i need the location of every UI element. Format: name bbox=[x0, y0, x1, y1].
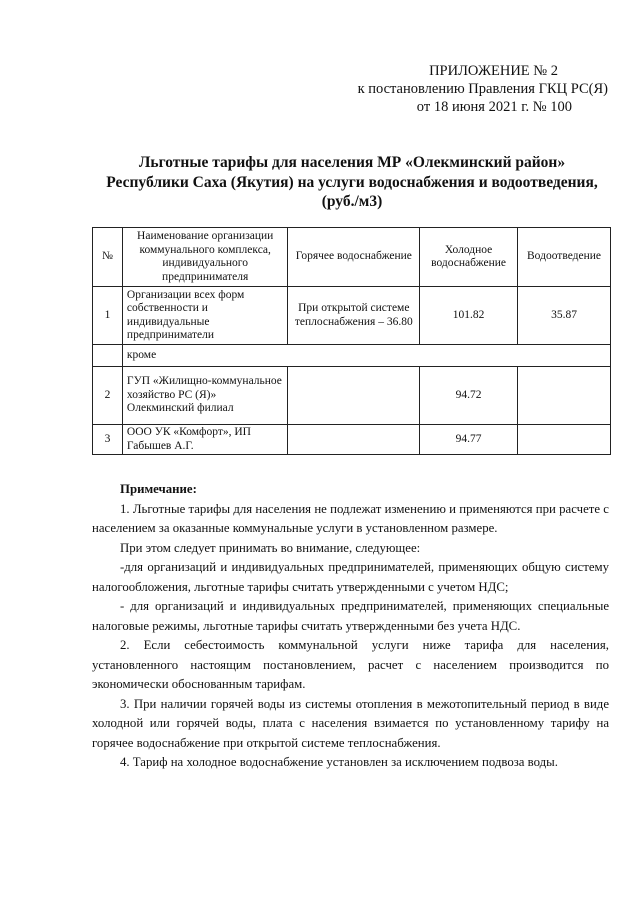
row-org: Организации всех форм собственности и индивидуальные предприниматели bbox=[122, 287, 288, 345]
note-paragraph: При этом следует принимать во внимание, следующее: bbox=[120, 540, 421, 555]
title-line-3: (руб./м3) bbox=[321, 193, 383, 210]
table-row bbox=[93, 345, 611, 367]
row-drainage bbox=[518, 425, 611, 455]
row-cold-water: 94.77 bbox=[420, 425, 518, 455]
note-paragraph: 4. Тариф на холодное водоснабжение установлен за исключением подвоза воды. bbox=[120, 755, 558, 769]
document-title bbox=[92, 153, 612, 212]
row-org: ООО УК «Комфорт», ИП Габышев А.Г. bbox=[122, 425, 288, 455]
row-cold-water: 94.72 bbox=[420, 367, 518, 425]
table-row bbox=[93, 287, 611, 345]
header-drainage: Водоотведение bbox=[518, 228, 611, 287]
row-hot-water bbox=[288, 425, 420, 455]
appendix-number: ПРИЛОЖЕНИЕ № 2 bbox=[429, 63, 558, 79]
row-num: 3 bbox=[93, 425, 123, 455]
row-hot-water bbox=[288, 367, 420, 425]
header-org: Наименование организации коммунального комплекса, индивидуального предпринимателя bbox=[122, 228, 288, 287]
row-num bbox=[93, 345, 123, 367]
row-num: 1 bbox=[93, 287, 123, 345]
notes-heading: Примечание: bbox=[120, 482, 197, 496]
appendix-date: от 18 июня 2021 г. № 100 bbox=[416, 99, 572, 115]
note-paragraph: - для организаций и индивидуальных предпринимателей, применяющих специальные налоговые режимы, льготные тарифы считать утвержденными без учета НДС. bbox=[92, 599, 609, 633]
row-hot-water: При открытой системе теплоснабжения – 36.80 bbox=[288, 287, 420, 345]
row-cold-water: 101.82 bbox=[420, 287, 518, 345]
table-row bbox=[93, 425, 611, 455]
note-paragraph: 1. Льготные тарифы для населения не подлежат изменению и применяются при расчете с населением за оказанные коммунальные услуги в установленном размере. bbox=[92, 501, 609, 535]
note-paragraph: -для организаций и индивидуальных предпринимателей, применяющих общую систему налогообложения, льготные тарифы считать утвержденными с учетом НДС; bbox=[92, 560, 609, 594]
row-drainage: 35.87 bbox=[518, 287, 611, 345]
table-row bbox=[93, 367, 611, 425]
header-cold-water: Холодное водоснабжение bbox=[420, 228, 518, 287]
table-header-row bbox=[93, 228, 611, 287]
row-org: кроме bbox=[122, 345, 610, 367]
tariffs-table bbox=[92, 227, 611, 455]
row-num: 2 bbox=[93, 367, 123, 425]
row-org: ГУП «Жилищно-коммунальное хозяйство РС (Я)» Олекминский филиал bbox=[122, 367, 288, 425]
note-paragraph: 2. Если себестоимость коммунальной услуги ниже тарифа для населения, установленного настоящим постановлением, расчет с населением производится по экономически обоснованным тарифам. bbox=[92, 638, 609, 691]
appendix-header bbox=[358, 62, 608, 116]
header-num: № bbox=[93, 228, 123, 287]
title-line-1: Льготные тарифы для населения МР «Олекминский район» bbox=[138, 154, 566, 171]
title-line-2: Республики Саха (Якутия) на услуги водоснабжения и водоотведения, bbox=[106, 173, 598, 191]
appendix-reference: к постановлению Правления ГКЦ РС(Я) bbox=[357, 81, 608, 97]
note-paragraph: 3. При наличии горячей воды из системы отопления в межотопительный период в виде холодной или горячей воды, плата с населения взимается по установленному тарифу на горячее водоснабжение при открытой системе теплоснабжения. bbox=[92, 696, 609, 750]
notes-section bbox=[92, 480, 609, 773]
row-drainage bbox=[518, 367, 611, 425]
header-hot-water: Горячее водоснабжение bbox=[288, 228, 420, 287]
